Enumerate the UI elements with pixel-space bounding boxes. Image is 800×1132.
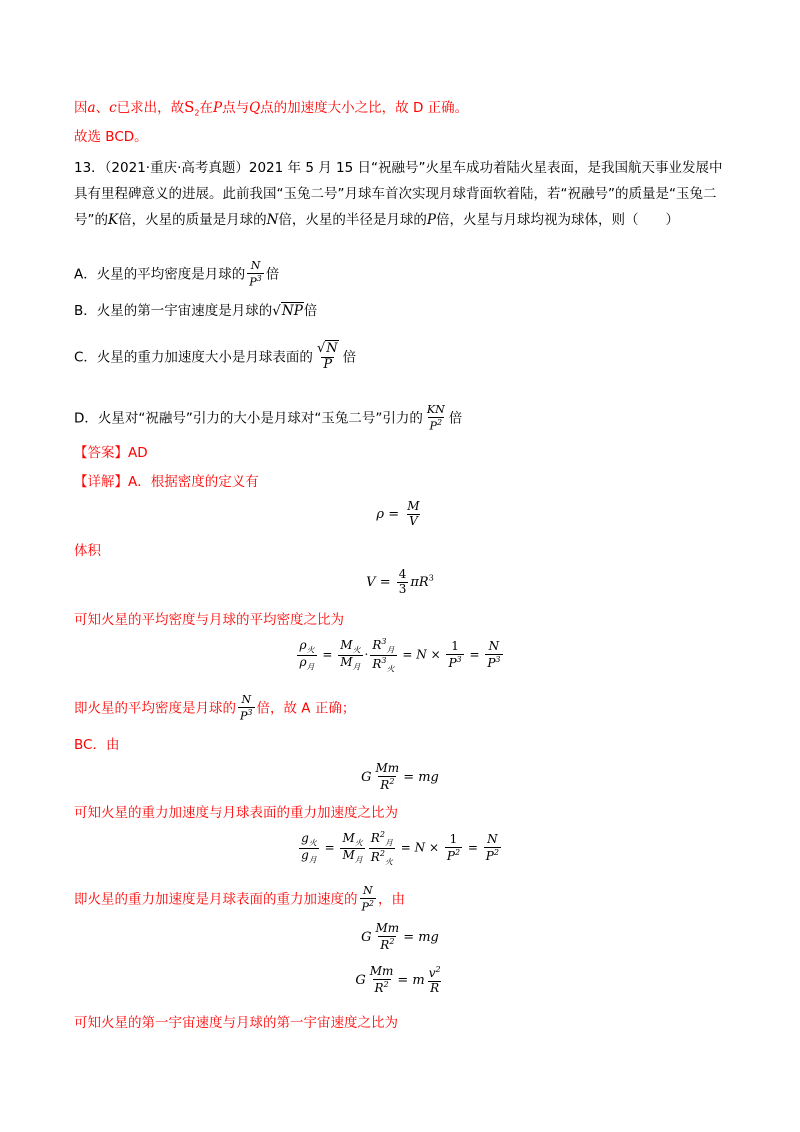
square-root: √NP [272, 303, 303, 319]
fraction [370, 637, 396, 673]
var-S: S [184, 98, 195, 116]
denominator: P [323, 356, 333, 372]
subscript: 火 [352, 645, 361, 655]
superscript: 2 [389, 776, 395, 786]
numerator [299, 832, 319, 848]
text: 倍 [303, 303, 318, 319]
R: R [372, 656, 382, 671]
numerator: Mm [369, 964, 394, 978]
G: G [361, 769, 372, 785]
P: P [448, 655, 457, 670]
denominator [299, 848, 319, 865]
subscript: 月 [306, 661, 315, 671]
superscript: 2 [436, 417, 443, 427]
equation-volume [0, 568, 800, 597]
m: = m [397, 972, 425, 988]
superscript: 2 [379, 830, 385, 839]
rho: ρ [299, 654, 307, 669]
dot: · [364, 647, 369, 662]
numerator: 1 [449, 831, 458, 846]
superscript: 3 [381, 637, 387, 646]
var-P: P [426, 212, 436, 228]
P: P [240, 709, 248, 723]
denominator [340, 848, 364, 865]
times: × [430, 647, 441, 662]
superscript: 2 [389, 936, 395, 946]
numerator: N [487, 831, 498, 846]
text: D．火星对“祝融号”引力的大小是月球对“玉兔二号”引力的 [74, 410, 423, 427]
denominator: 3 [398, 581, 407, 596]
g-conclusion [74, 885, 405, 914]
superscript: 3 [256, 273, 262, 283]
option-a [74, 260, 279, 289]
fraction [338, 639, 362, 671]
detail-label: 【详解】A．根据密度的定义有 [74, 474, 259, 490]
superscript: 2 [368, 898, 374, 908]
denominator [446, 654, 463, 671]
denominator [370, 655, 396, 674]
equation-density-ratio [0, 637, 800, 673]
M: M [342, 847, 355, 862]
equation-centripetal [0, 965, 800, 996]
equals: = [400, 840, 411, 855]
option-d [74, 404, 462, 433]
text: 即火星的重力加速度是月球表面的重力加速度的 [74, 891, 358, 908]
text: 因 [74, 100, 88, 116]
subscript: 月 [386, 645, 395, 655]
numerator [369, 830, 395, 848]
V: V [366, 574, 376, 590]
question-number: 13．（2021·重庆·高考真题） [74, 160, 249, 176]
numerator [338, 639, 362, 655]
mg: = mg [403, 929, 439, 945]
rho: ρ [299, 638, 307, 652]
radicand: N [326, 341, 338, 356]
subscript: 月 [352, 661, 361, 671]
R: R [370, 831, 380, 845]
var-N: N [266, 212, 279, 228]
denominator [338, 655, 362, 672]
option-c [74, 342, 356, 373]
var-a: a [87, 100, 96, 116]
text: 点的加速度大小之比，故 D 正确。 [260, 100, 469, 116]
P: P [485, 848, 494, 863]
equals: = [379, 574, 391, 590]
numerator [370, 637, 396, 655]
fraction [299, 832, 319, 864]
option-b [74, 300, 317, 322]
var-c: c [109, 100, 117, 116]
g: g [301, 847, 309, 862]
fraction [425, 404, 447, 433]
numerator: N [488, 638, 500, 653]
M: M [342, 831, 355, 845]
P: P [446, 848, 455, 863]
M: M [340, 654, 353, 669]
numerator: N [362, 884, 373, 897]
superscript: 3 [247, 707, 253, 717]
subscript: 火 [308, 838, 317, 848]
denominator [369, 848, 395, 867]
subscript: 2 [194, 108, 200, 118]
subscript: 月 [384, 838, 393, 848]
N: N [414, 840, 426, 855]
R: R [370, 849, 380, 864]
g-ratio-label: 可知火星的重力加速度与月球表面的重力加速度之比为 [74, 805, 398, 821]
superscript: 2 [493, 847, 499, 857]
equals: = [402, 647, 413, 662]
fraction [368, 965, 396, 996]
superscript: 2 [379, 848, 385, 858]
fraction [484, 833, 501, 864]
subscript: 火 [384, 856, 393, 866]
fraction [360, 885, 377, 914]
fraction [247, 260, 264, 289]
A-conclusion [74, 694, 355, 723]
fraction [445, 833, 462, 864]
text: 倍 [342, 349, 357, 366]
subscript: 月 [308, 854, 317, 864]
prior-conclusion [74, 96, 468, 125]
G: G [361, 929, 372, 945]
question-stem [74, 155, 730, 233]
equation-gravity-2 [0, 922, 800, 953]
numerator: Mm [375, 921, 400, 935]
superscript: 2 [435, 965, 441, 974]
R: R [374, 980, 384, 995]
G: G [355, 972, 366, 988]
radicand: NP [281, 303, 303, 319]
numerator [427, 965, 443, 981]
fraction [374, 922, 402, 953]
denominator [247, 273, 264, 289]
numerator: M [407, 499, 420, 513]
equals: = [324, 840, 335, 855]
var-Q: Q [249, 100, 261, 116]
final-choice: 故选 BCD。 [74, 129, 148, 145]
equation-g-ratio [0, 830, 800, 866]
numerator: 1 [451, 638, 459, 653]
fraction [238, 694, 255, 723]
text: ，由 [378, 891, 405, 908]
numerator: N [241, 693, 252, 706]
denominator [445, 847, 462, 864]
text: 倍 [448, 410, 463, 427]
subscript: 火 [306, 645, 315, 655]
numerator: KN [426, 403, 445, 416]
var-P: P [213, 100, 223, 116]
fraction [297, 639, 316, 671]
R: R [380, 937, 390, 952]
v: v [428, 966, 436, 980]
fraction [369, 830, 395, 866]
superscript: 3 [495, 654, 501, 664]
subscript: 月 [354, 854, 363, 864]
numerator: √N [316, 341, 338, 356]
text: 已求出，故 [116, 100, 185, 116]
text: 、 [95, 100, 110, 116]
fraction [485, 640, 502, 671]
answer-label: 【答案】AD [74, 445, 148, 461]
denominator [360, 898, 377, 914]
density-ratio-label: 可知火星的平均密度与月球的平均密度之比为 [74, 612, 344, 628]
volume-label: 体积 [74, 543, 101, 559]
subscript: 火 [354, 838, 363, 848]
times: × [428, 840, 440, 855]
equation-density [0, 500, 800, 529]
fraction [446, 640, 463, 671]
numerator [297, 639, 316, 655]
R: R [380, 777, 390, 792]
numerator [340, 832, 364, 848]
R: R [372, 638, 382, 652]
subscript: 火 [386, 663, 395, 673]
denominator [297, 655, 316, 672]
superscript: 2 [454, 847, 461, 857]
superscript: 3 [456, 654, 462, 664]
fraction [374, 762, 402, 793]
fraction [315, 342, 341, 373]
denominator [373, 979, 391, 996]
denominator [378, 776, 396, 793]
text: B．火星的第一宇宙速度是月球的 [74, 303, 273, 319]
numerator: Mm [375, 761, 400, 775]
text: 倍，故 A 正确； [256, 700, 356, 717]
denominator [238, 707, 255, 723]
N: N [416, 647, 427, 662]
pi-R: πR [410, 574, 429, 590]
text: 2021 年 5 月 15 日“祝融号”火星车成功着陆火星表面，是我国航天事业发展中具有里程碑意义的进展。此前我国“玉兔二号”月球车首次实现月球背面软着陆，若“祝融号”的质量是“玉兔二号”的 [74, 160, 723, 228]
text: 即火星的平均密度是月球的 [74, 700, 236, 717]
denominator [484, 847, 501, 864]
equals: = [322, 647, 333, 662]
text: 在 [199, 100, 213, 116]
P: P [487, 655, 496, 670]
fraction [405, 500, 421, 529]
superscript: 3 [428, 573, 434, 583]
text: 倍 [265, 266, 280, 283]
den-text: P [429, 419, 437, 433]
superscript: 2 [383, 979, 389, 989]
fraction [397, 568, 409, 597]
text: 倍，火星的质量是月球的 [118, 212, 267, 228]
text: 点与 [222, 100, 250, 116]
numerator: N [250, 259, 261, 272]
text: 倍，火星与月球均视为球体，则（ ） [436, 212, 679, 228]
var-K: K [108, 212, 119, 228]
denominator: R [430, 980, 440, 995]
numerator: 4 [398, 567, 407, 581]
denominator [485, 654, 502, 671]
mg: = mg [403, 769, 439, 785]
text: 倍，火星的半径是月球的 [278, 212, 427, 228]
fraction [340, 832, 364, 864]
equation-gravity-1 [0, 762, 800, 793]
text: A．火星的平均密度是月球的 [74, 266, 246, 283]
text: C．火星的重力加速度大小是月球表面的 [74, 349, 313, 366]
BC-label: BC．由 [74, 737, 120, 753]
g: g [301, 831, 309, 845]
denominator [428, 417, 445, 433]
P: P [361, 900, 369, 914]
superscript: 3 [381, 655, 387, 665]
v-ratio-label: 可知火星的第一宇宙速度与月球的第一宇宙速度之比为 [74, 1015, 398, 1031]
equals: = [388, 506, 400, 522]
denominator: V [409, 513, 418, 528]
den-text: P [249, 275, 257, 289]
denominator [378, 936, 396, 953]
M: M [340, 638, 353, 652]
fraction [427, 965, 443, 996]
equals: = [467, 840, 478, 855]
equals: = [469, 647, 480, 662]
rho: ρ [376, 506, 385, 522]
